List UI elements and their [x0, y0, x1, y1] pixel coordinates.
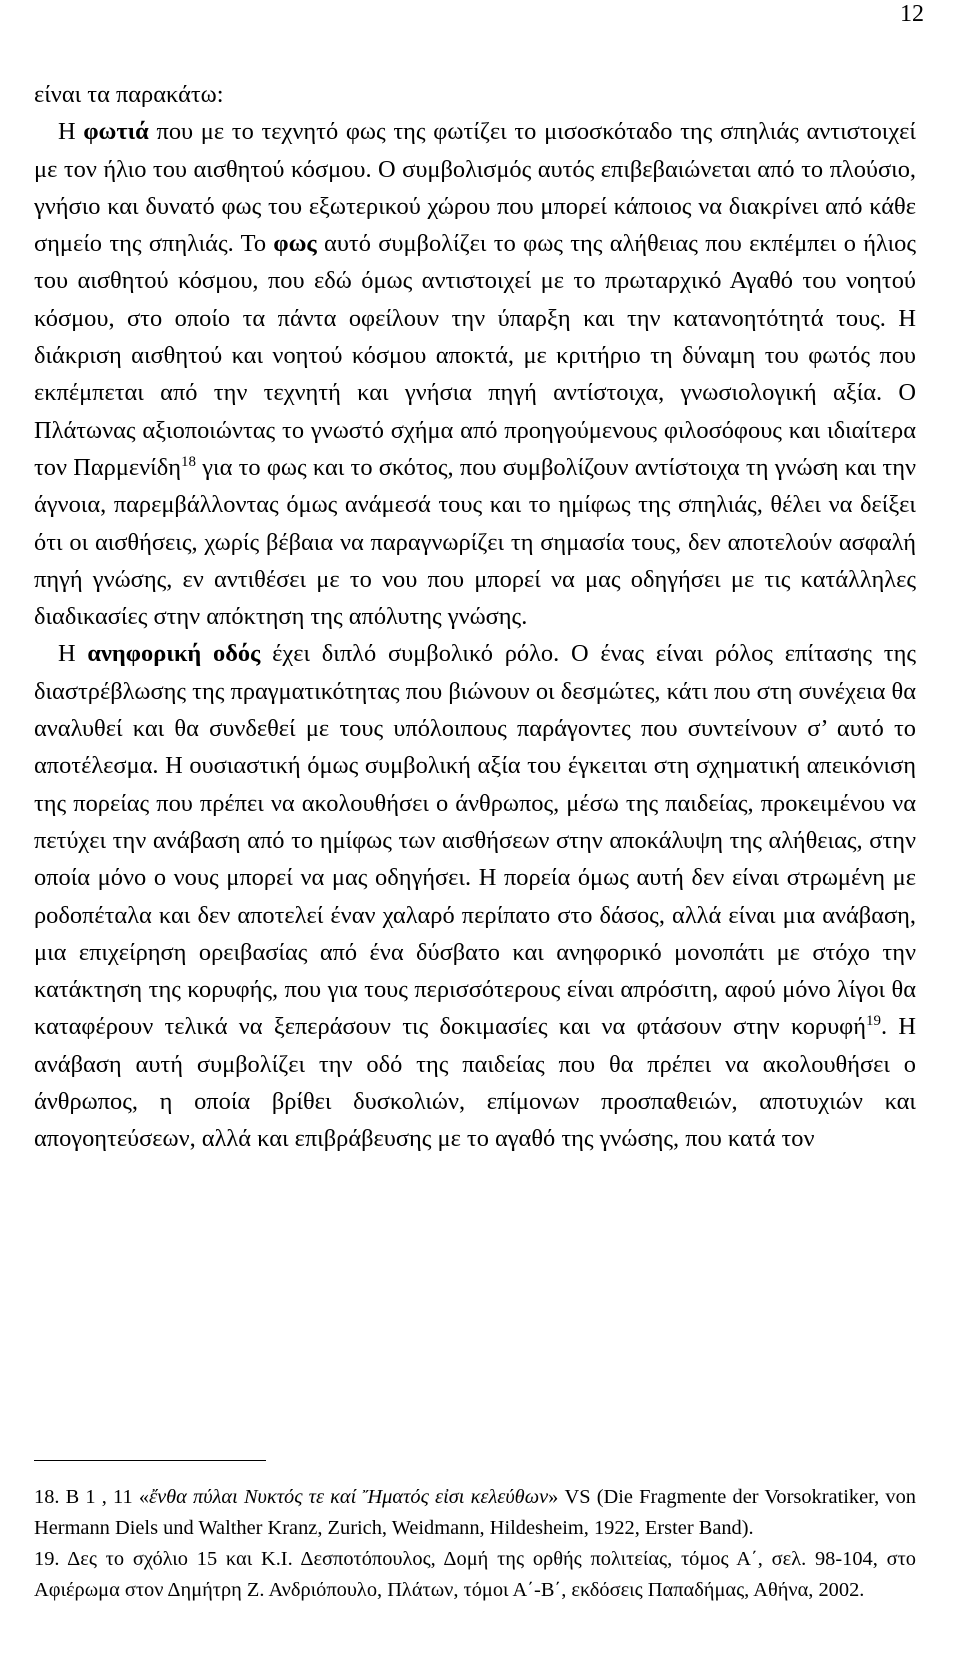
footnotes [34, 1482, 916, 1606]
footnote-quote: ἔνθα πύλαι Νυκτός τε καί Ἤματός εἰσι κελεύθων [149, 1486, 549, 1508]
footnote-18 [34, 1482, 916, 1544]
paragraph-text: Η [58, 118, 84, 146]
footnote-text: » VS (Die Fragmente der Vorsokratiker, von Hermann Diels und Walther Kranz, Zurich, Weidmann, Hildesheim, 1922, Erster Band). [34, 1486, 916, 1539]
paragraph-text: . Η ανάβαση αυτή συμβολίζει την οδό της παιδείας που θα πρέπει να ακολουθήσει ο άνθρωπος, η οποία βρίθει δυσκολιών, επίμονων προσπαθειών, αποτυχιών και απογοητεύσεων, αλλά και επιβράβευσης με το αγαθό της γνώσης, που κατά τον [34, 1013, 916, 1153]
paragraph-text: αυτό συμβολίζει το φως της αλήθειας που εκπέμπει ο ήλιος του αισθητού κόσμου, που εδώ όμως αντιστοιχεί με το πρωταρχικό Αγαθό του νοητού κόσμου, στο οποίο τα πάντα οφείλουν την ύπαρξη και την κατανοητότητά τους. Η διάκριση αισθητού και νοητού κόσμου αποκτά, με κριτήριο τη δύναμη του φωτός που εκπέμπεται από την τεχνητή και γνήσια πηγή αντίστοιχα, γνωσιολογική αξία. Ο Πλάτωνας αξιοποιώντας το γνωστό σχήμα από προηγούμενους φιλοσόφους και ιδιαίτερα τον Παρμενίδη [34, 230, 916, 481]
paragraph-text: που με το τεχνητό φως της φωτίζει το μισοσκόταδο της σπηλιάς αντιστοιχεί με τον ήλιο του αισθητού κόσμου. Ο συμβολισμός αυτός επιβεβαιώνεται από το πλούσιο, γνήσιο και δυνατό φως του εξωτερικού χώρου που μπορεί κάποιος να διακρίνει από κάθε σημείο της σπηλιάς. Το [34, 118, 916, 258]
bold-term-uphill-road: ανηφορική οδός [87, 640, 261, 668]
paragraph-text: Η [58, 640, 88, 668]
paragraph-fire [34, 113, 916, 635]
footnote-19: 19. Δες το σχόλιο 15 και Κ.Ι. Δεσποτόπουλος, Δομή της ορθής πολιτείας, τόμος Α΄, σελ. 98-104, στο Αφιέρωμα στον Δημήτρη Ζ. Ανδριόπουλο, Πλάτων, τόμοι Α΄-Β΄, εκδόσεις Παπαδήμας, Αθήνα, 2002. [34, 1548, 916, 1601]
bold-term-fire: φωτιά [83, 118, 149, 146]
paragraph-intro: είναι τα παρακάτω: [34, 81, 224, 108]
footnote-separator [34, 1460, 266, 1461]
footnote-text: 18. Β 1 , 11 « [34, 1486, 150, 1508]
paragraph-uphill-road [34, 635, 916, 1157]
body-text [34, 76, 916, 1158]
bold-term-light: φως [273, 230, 317, 258]
paragraph-text: για το φως και το σκότος, που συμβολίζουν αντίστοιχα τη γνώση και την άγνοια, παρεμβάλλοντας όμως ανάμεσά τους και το ημίφως της σπηλιάς, θέλει να δείξει ότι οι αισθήσεις, χωρίς βέβαια να παραγνωρίζει τη σημασία τους, δεν αποτελούν ασφαλή πηγή γνώσης, εν αντιθέσει με το νου που μπορεί να μας οδηγήσει με τις κατάλληλες διαδικασίες στην απόκτηση της απόλυτης γνώσης. [34, 453, 916, 631]
footnote-ref-19: 19 [866, 1013, 881, 1030]
page-number: 12 [900, 1, 924, 27]
footnote-ref-18: 18 [181, 453, 196, 470]
paragraph-text: έχει διπλό συμβολικό ρόλο. Ο ένας είναι ρόλος επίτασης της διαστρέβλωσης της πραγματικότητας που βιώνουν οι δεσμώτες, κάτι που στη συνέχεια θα αναλυθεί και θα συνδεθεί με τους υπόλοιπους παράγοντες που συντείνουν σ’ αυτό το αποτέλεσμα. Η ουσιαστική όμως συμβολική αξία του έγκειται στη σχηματική απεικόνιση της πορείας που πρέπει να ακολουθήσει ο άνθρωπος, μέσω της παιδείας, προκειμένου να πετύχει την ανάβαση από το ημίφως των αισθήσεων στην αποκάλυψη της αλήθειας, στην οποία μόνο ο νους μπορεί να μας οδηγήσει. Η πορεία όμως αυτή δεν είναι στρωμένη με ροδοπέταλα και δεν αποτελεί έναν χαλαρό περίπατο στο δάσος, αλλά είναι μια ανάβαση, μια επιχείρηση ορειβασίας από ένα δύσβατο και ανηφορικό μονοπάτι με στόχο την κατάκτηση της κορυφής, που για τους περισσότερους είναι απρόσιτη, αφού μόνο λίγοι θα καταφέρουν τελικά να ξεπεράσουν τις δοκιμασίες και να φτάσουν στην κορυφή [34, 640, 916, 1041]
